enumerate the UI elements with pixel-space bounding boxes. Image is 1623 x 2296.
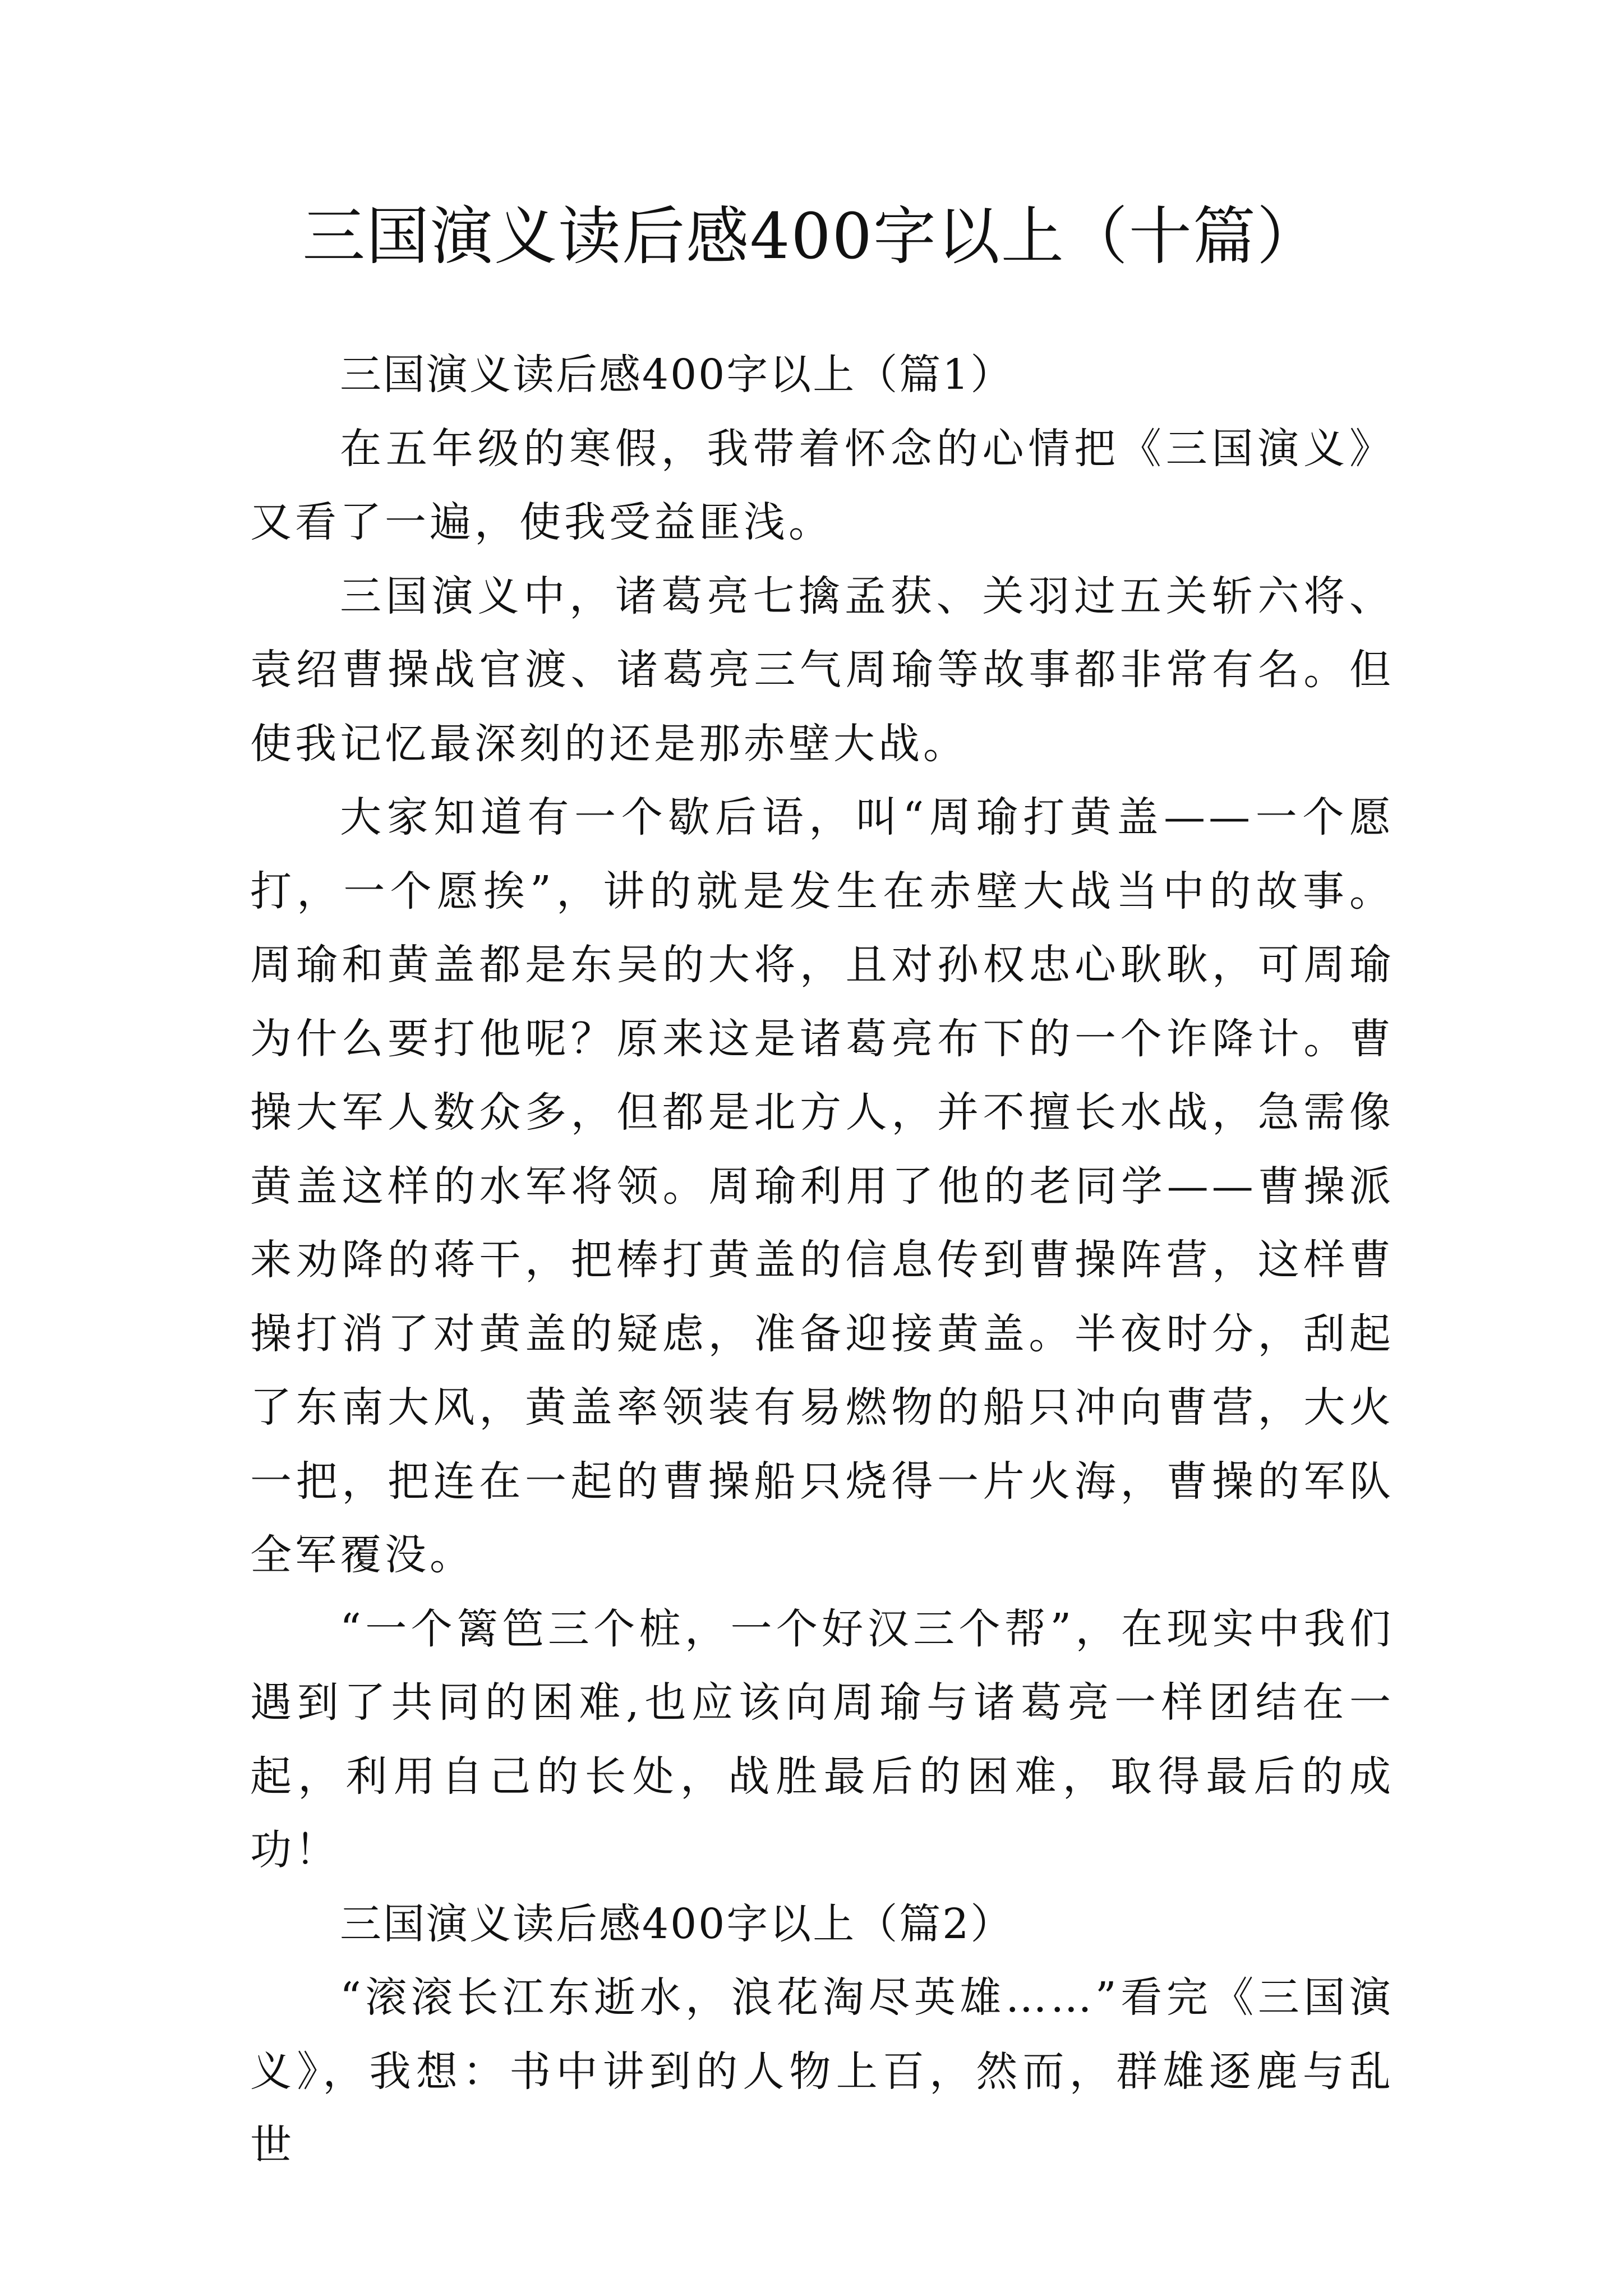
section-heading-2: 三国演义读后感400字以上（篇2） (340, 1899, 1014, 1948)
document-body (250, 338, 1394, 2183)
paragraph: 在五年级的寒假，我带着怀念的心情把《三国演义》又看了一遍，使我受益匪浅。 (250, 424, 1394, 546)
paragraph: 三国演义中，诸葛亮七擒孟获、关羽过五关斩六将、袁绍曹操战官渡、诸葛亮三气周瑜等故事都非常有名。但使我记忆最深刻的还是那赤壁大战。 (250, 572, 1394, 768)
paragraph: “一个篱笆三个桩，一个好汉三个帮”，在现实中我们遇到了共同的困难,也应该向周瑜与诸葛亮一样团结在一起，利用自己的长处，战胜最后的困难，取得最后的成功！ (250, 1604, 1394, 1874)
paragraph: 大家知道有一个歇后语，叫“周瑜打黄盖——一个愿打，一个愿挨”，讲的就是发生在赤壁大战当中的故事。周瑜和黄盖都是东吴的大将，且对孙权忠心耿耿，可周瑜为什么要打他呢？原来这是诸葛亮布下的一个诈降计。曹操大军人数众多，但都是北方人，并不擅长水战，急需像黄盖这样的水军将领。周瑜利用了他的老同学——曹操派来劝降的蒋干，把棒打黄盖的信息传到曹操阵营，这样曹操打消了对黄盖的疑虑，准备迎接黄盖。半夜时分，刮起了东南大风，黄盖率领装有易燃物的船只冲向曹营，大火一把，把连在一起的曹操船只烧得一片火海，曹操的军队全军覆没。 (250, 793, 1394, 1579)
paragraph: “滚滚长江东逝水，浪花淘尽英雄……”看完《三国演义》，我想：书中讲到的人物上百，然而，群雄逐鹿与乱世 (250, 1973, 1394, 2169)
document-title: 三国演义读后感400字以上（十篇） (302, 200, 1321, 273)
section-heading-1: 三国演义读后感400字以上（篇1） (340, 351, 1014, 399)
